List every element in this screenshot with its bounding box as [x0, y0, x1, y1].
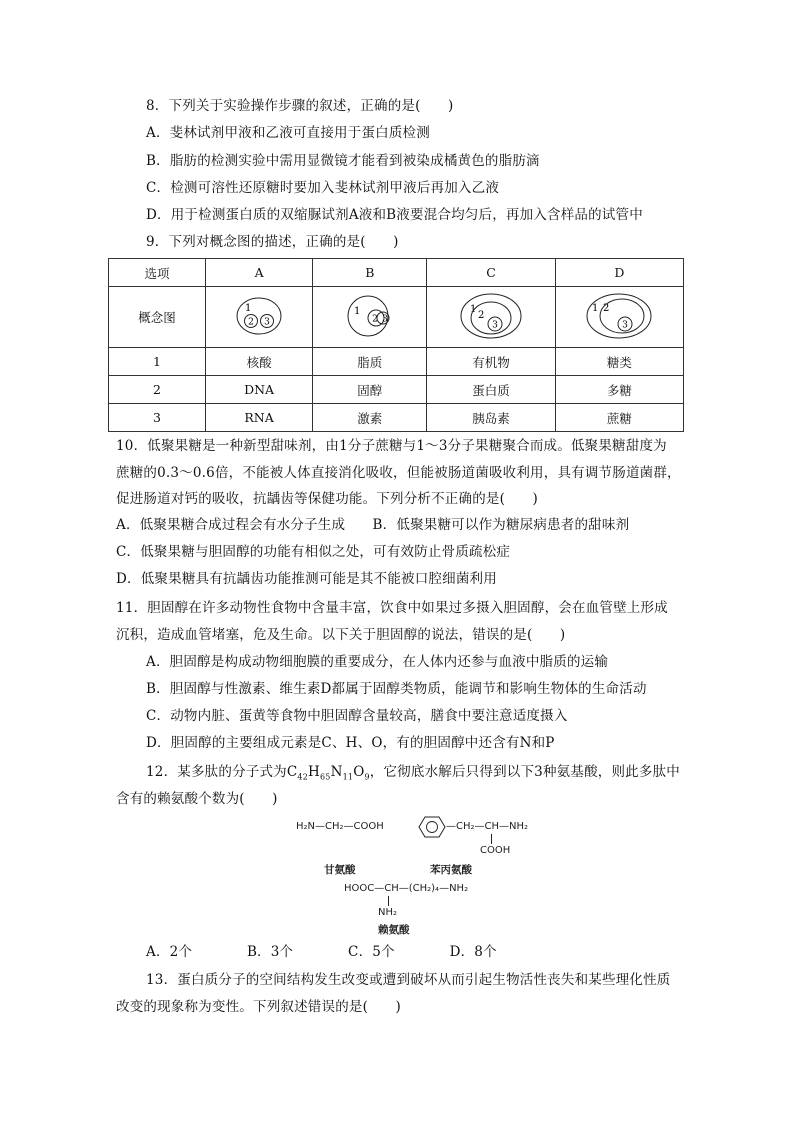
table-cell: RNA [206, 404, 313, 432]
q10-stem-line-1: 10．低聚果糖是一种新型甜味剂，由1分子蔗糖与1～3分子果糖聚合而成。低聚果糖甜度为 [116, 438, 667, 454]
concept-diagram-b [313, 287, 427, 348]
benzene-ring-icon [418, 815, 446, 839]
glycine-formula: H₂N—CH₂—COOH [296, 821, 384, 832]
svg-text:1: 1 [353, 305, 361, 317]
svg-text:3: 3 [492, 320, 498, 330]
table-header-cell: D [555, 259, 683, 287]
q11-stem-line-1: 11．胆固醇在许多动物性食物中含量丰富，饮食中如果过多摄入胆固醇，会在血管壁上形成 [116, 600, 668, 616]
concept-table [108, 258, 684, 432]
lysine-nh2: NH₂ [378, 907, 398, 918]
subscript: 42 [297, 772, 309, 782]
table-cell: 激素 [313, 404, 427, 432]
concept-diagram-d [555, 287, 683, 348]
q10-option-ab: A．低聚果糖合成过程会有水分子生成 B．低聚果糖可以作为糖尿病患者的甜味剂 [116, 517, 630, 533]
diagram-label: 概念图 [109, 287, 206, 348]
svg-text:1: 1 [470, 303, 477, 315]
q8-option-b: B．脂肪的检测实验中需用显微镜才能看到被染成橘黄色的脂肪滴 [146, 153, 540, 169]
table-diagram-row [109, 287, 684, 348]
q10-option-c: C．低聚果糖与胆固醇的功能有相似之处，可有效防止骨质疏松症 [116, 544, 511, 560]
subscript: 9 [364, 772, 370, 782]
q10-stem-line-3: 促进肠道对钙的吸收，抗龋齿等保健功能。下列分析不正确的是( ) [116, 491, 538, 507]
lysine-name: 赖氨酸 [378, 924, 410, 936]
concentric-circles-c-diagram [455, 290, 527, 342]
table-cell: 有机物 [427, 348, 555, 376]
q10-stem-line-2: 蔗糖的0.3～0.6倍，不能被人体直接消化吸收，但能被肠道菌吸收利用，具有调节肠道菌群， [116, 465, 681, 481]
table-cell: 蛋白质 [427, 376, 555, 404]
phenylalanine-name: 苯丙氨酸 [430, 864, 472, 876]
concept-diagram-a [206, 287, 313, 348]
table-row [109, 376, 684, 404]
formula-element: O [353, 764, 365, 780]
table-header-cell: B [313, 259, 427, 287]
table-cell: DNA [206, 376, 313, 404]
table-header-cell: 选项 [109, 259, 206, 287]
q8-option-d: D．用于检测蛋白质的双缩脲试剂A液和B液要混合均匀后，再加入含样品的试管中 [146, 207, 643, 223]
overlapping-circles-b-diagram [338, 291, 402, 341]
q8-option-c: C．检测可溶性还原糖时要加入斐林试剂甲液后再加入乙液 [146, 180, 500, 196]
svg-text:1: 1 [245, 302, 252, 314]
table-header-cell: A [206, 259, 313, 287]
lysine-formula: HOOC—CH—(CH₂)₄—NH₂ [344, 883, 469, 894]
concentric-circles-d-diagram [583, 290, 655, 342]
q12-stem-line-2: 含有的赖氨酸个数为( ) [116, 791, 278, 807]
q12-stem-text: ，它彻底水解后只得到以下3种氨基酸，则此多肽中 [369, 764, 680, 780]
formula-element: H [308, 764, 320, 780]
q9-stem: 9．下列对概念图的描述，正确的是( ) [146, 234, 399, 250]
table-cell: 固醇 [313, 376, 427, 404]
q11-stem-line-2: 沉积，造成血管堵塞，危及生命。以下关于胆固醇的说法，错误的是( ) [116, 627, 566, 643]
svg-text:1: 1 [592, 302, 599, 314]
table-cell: 蔗糖 [555, 404, 683, 432]
subscript: 65 [320, 772, 331, 782]
table-cell: 糖类 [555, 348, 683, 376]
svg-text:3: 3 [264, 317, 270, 327]
table-cell: 核酸 [206, 348, 313, 376]
bond-line [388, 896, 389, 906]
q13-stem-line-1: 13．蛋白质分子的空间结构发生改变或遭到破坏从而引起生物活性丧失和某些理化性质 [146, 972, 671, 988]
q12-stem-text: 12．某多肽的分子式为C [146, 764, 298, 780]
table-row [109, 348, 684, 376]
q11-option-c: C．动物内脏、蛋黄等食物中胆固醇含量较高，膳食中要注意适度摄入 [146, 708, 568, 724]
concept-diagram-c [427, 287, 555, 348]
nested-circles-a-diagram [229, 291, 289, 341]
table-header-cell: C [427, 259, 555, 287]
svg-text:2: 2 [478, 309, 485, 321]
phenylalanine-formula: —CH₂—CH—NH₂ [446, 821, 529, 832]
q12-options: A．2个 B．3个 C．5个 D．8个 [146, 944, 497, 960]
subscript: 11 [342, 772, 354, 782]
q11-option-a: A．胆固醇是构成动物细胞膜的重要成分，在人体内还参与血液中脂质的运输 [146, 654, 609, 670]
table-cell: 1 [109, 348, 206, 376]
q12-stem-line-1 [146, 763, 680, 787]
table-cell: 2 [109, 376, 206, 404]
bond-line [491, 834, 492, 844]
table-header-row [109, 259, 684, 287]
table-cell: 胰岛素 [427, 404, 555, 432]
phenylalanine-cooh: COOH [480, 845, 511, 856]
table-cell: 脂质 [313, 348, 427, 376]
table-row [109, 404, 684, 432]
svg-text:3: 3 [622, 320, 629, 330]
glycine-name: 甘氨酸 [324, 864, 356, 876]
q11-option-d: D．胆固醇的主要组成元素是C、H、O，有的胆固醇中还含有N和P [146, 735, 555, 751]
svg-text:2: 2 [248, 317, 254, 327]
table-cell: 3 [109, 404, 206, 432]
q13-stem-line-2: 改变的现象称为变性。下列叙述错误的是( ) [116, 999, 401, 1015]
svg-text:2: 2 [371, 314, 378, 324]
svg-text:3: 3 [381, 314, 388, 324]
formula-element: N [330, 764, 343, 780]
q11-option-b: B．胆固醇与性激素、维生素D都属于固醇类物质，能调节和影响生物体的生命活动 [146, 681, 647, 697]
q10-option-d: D．低聚果糖具有抗龋齿功能推测可能是其不能被口腔细菌利用 [116, 571, 497, 587]
table-cell: 多糖 [555, 376, 683, 404]
q8-option-a: A．斐林试剂甲液和乙液可直接用于蛋白质检测 [146, 125, 430, 141]
q8-stem: 8．下列关于实验操作步骤的叙述，正确的是( ) [146, 98, 454, 114]
svg-text:2: 2 [603, 302, 610, 314]
